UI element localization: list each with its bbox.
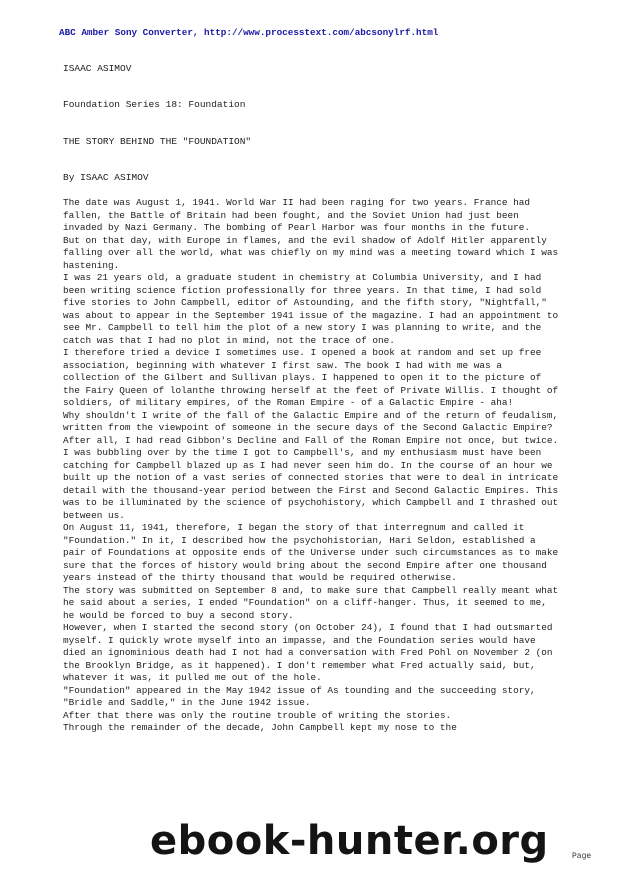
page-label: Page xyxy=(572,852,592,861)
author-line: ISAAC ASIMOV xyxy=(63,63,132,74)
story-title: THE STORY BEHIND THE "FOUNDATION" xyxy=(63,136,252,147)
body-text xyxy=(63,197,563,735)
series-line: Foundation Series 18: Foundation xyxy=(63,99,246,110)
paragraph: On August 11, 1941, therefore, I began the story of that interregnum and called it "Foundation." In it, I described how the psychohistorian, Hari Seldon, established a pair of Foundations at opposite ends of the Universe under such circumstances as to make sure that the forces of history would bring about the second Empire after one thousand years instead of the thirty thousand that would be required otherwise. xyxy=(63,522,559,583)
paragraph: "Foundation" appeared in the May 1942 issue of As tounding and the succeeding story, "Bridle and Saddle," in the June 1942 issue. xyxy=(63,684,536,708)
paragraph: However, when I started the second story (on October 24), I found that I had outsmarted myself. I quickly wrote myself into an impasse, and the Foundation series would have died an ignominious death had I not had a conversation with Fred Pohl on November 2 (on the Brooklyn Bridge, as it happened). I don't remember what Fred actually said, but, whatever it was, it pulled me out of the hole. xyxy=(63,622,553,683)
paragraph: The story was submitted on September 8 and, to make sure that Campbell really meant what he said about a series, I ended "Foundation" on a cliff-hanger. Thus, it seemed to me, he would be forced to buy a second story. xyxy=(63,584,559,621)
paragraph: After that there was only the routine trouble of writing the stories. xyxy=(63,709,452,721)
paragraph: But on that day, with Europe in flames, and the evil shadow of Adolf Hitler apparently falling over all the world, what was chiefly on my mind was a meeting toward which I was hastening. xyxy=(63,234,559,271)
paragraph: Why shouldn't I write of the fall of the Galactic Empire and of the return of feudalism, written from the viewpoint of someone in the secure days of the Second Galactic Empire? After all, I had read Gibbon's Decline and Fall of the Roman Empire not once, but twice. xyxy=(63,409,559,446)
byline: By ISAAC ASIMOV xyxy=(63,172,149,183)
paragraph: I therefore tried a device I sometimes use. I opened a book at random and set up free association, beginning with whatever I first saw. The book I had with me was a collection of the Gilbert and Sullivan plays. I happened to open it to the picture of the Fairy Queen of lolanthe throwing herself at the feet of Private Willis. I thought of soldiers, of military empires, of the Roman Empire - of a Galactic Empire - aha! xyxy=(63,347,559,408)
paragraph: Through the remainder of the decade, John Campbell kept my nose to the xyxy=(63,722,457,733)
paragraph: The date was August 1, 1941. World War II had been raging for two years. France had fallen, the Battle of Britain had been fought, and the Soviet Union had just been invaded by Nazi Germany. The bombing of Pearl Harbor was four months in the future. xyxy=(63,197,530,233)
paragraph: I was 21 years old, a graduate student in chemistry at Columbia University, and I had been writing science fiction professionally for three years. In that time, I had sold five stories to John Campbell, editor of Astounding, and the fifth story, "Nightfall," was about to appear in the September 1941 issue of the magazine. I had an appointment to see Mr. Campbell to tell him the plot of a new story I was planning to write, and the catch was that I had no plot in mind, not the trace of one. xyxy=(63,272,559,346)
watermark-text: ebook-hunter.org xyxy=(150,818,549,864)
converter-link[interactable]: ABC Amber Sony Converter, http://www.processtext.com/abcsonylrf.html xyxy=(59,27,439,38)
paragraph: I was bubbling over by the time I got to Campbell's, and my enthusiasm must have been catching for Campbell blazed up as I had never seen him do. In the course of an hour we built up the notion of a vast series of connected stories that were to deal in intricate detail with the thousand-year period between the First and Second Galactic Empires. This was to be illuminated by the science of psychohistory, which Campbell and I thrashed out between us. xyxy=(63,447,559,521)
